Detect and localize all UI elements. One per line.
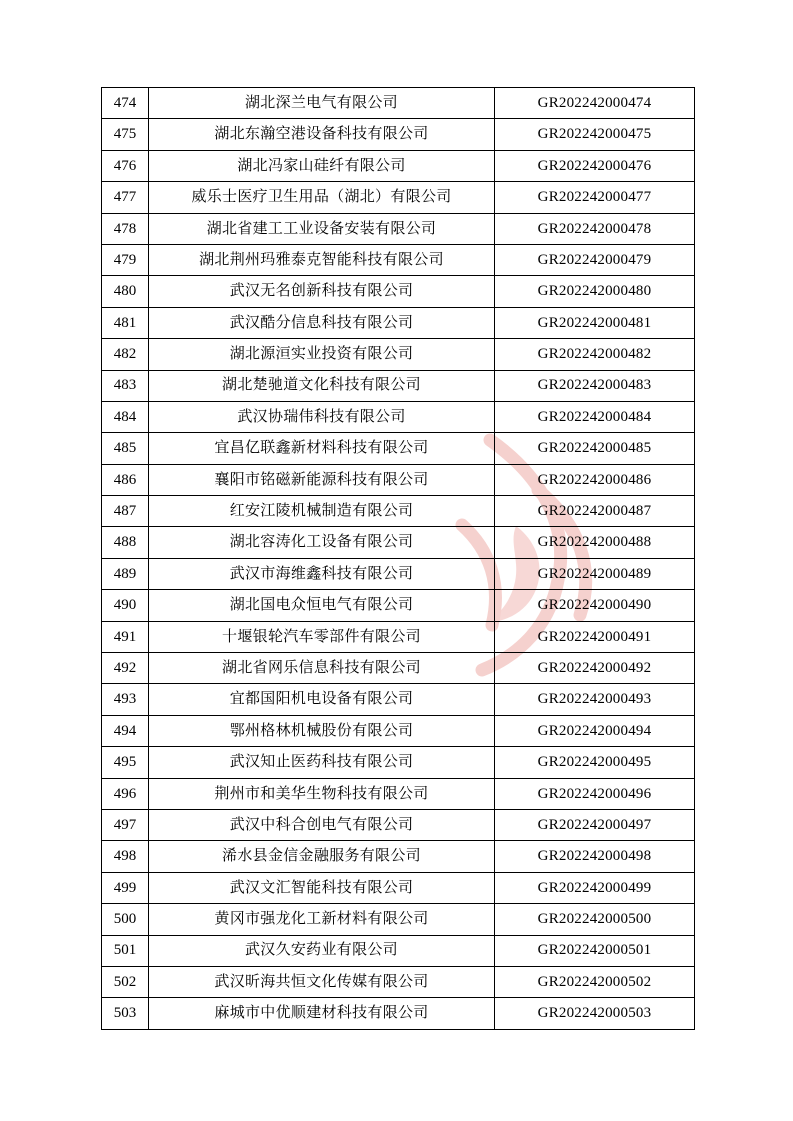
table-row	[102, 935, 695, 966]
table-row	[102, 370, 695, 401]
company-name: 湖北容涛化工设备有限公司	[149, 527, 495, 558]
company-name: 武汉协瑞伟科技有限公司	[149, 401, 495, 432]
certificate-code: GR202242000488	[495, 527, 695, 558]
row-index: 486	[102, 464, 149, 495]
row-index: 480	[102, 276, 149, 307]
company-name: 武汉市海维鑫科技有限公司	[149, 558, 495, 589]
certificate-code: GR202242000480	[495, 276, 695, 307]
company-name: 武汉中科合创电气有限公司	[149, 809, 495, 840]
table-row	[102, 998, 695, 1029]
row-index: 498	[102, 841, 149, 872]
table-row	[102, 433, 695, 464]
table-row	[102, 307, 695, 338]
company-name: 湖北荆州玛雅泰克智能科技有限公司	[149, 244, 495, 275]
company-name: 湖北楚驰道文化科技有限公司	[149, 370, 495, 401]
company-name: 武汉昕海共恒文化传媒有限公司	[149, 966, 495, 997]
certificate-code: GR202242000475	[495, 119, 695, 150]
table-row	[102, 715, 695, 746]
certificate-code: GR202242000500	[495, 904, 695, 935]
row-index: 495	[102, 747, 149, 778]
company-name: 湖北国电众恒电气有限公司	[149, 590, 495, 621]
company-name: 武汉无名创新科技有限公司	[149, 276, 495, 307]
certificate-code: GR202242000477	[495, 182, 695, 213]
company-name: 红安江陵机械制造有限公司	[149, 496, 495, 527]
table-row	[102, 684, 695, 715]
row-index: 476	[102, 150, 149, 181]
table-row	[102, 527, 695, 558]
table-row	[102, 904, 695, 935]
table-row	[102, 276, 695, 307]
table-row	[102, 213, 695, 244]
table-row	[102, 621, 695, 652]
row-index: 478	[102, 213, 149, 244]
table-row	[102, 778, 695, 809]
table-row	[102, 119, 695, 150]
row-index: 477	[102, 182, 149, 213]
table-row	[102, 150, 695, 181]
certificate-code: GR202242000502	[495, 966, 695, 997]
company-name: 鄂州格林机械股份有限公司	[149, 715, 495, 746]
company-name: 武汉知止医药科技有限公司	[149, 747, 495, 778]
certificate-code: GR202242000501	[495, 935, 695, 966]
table-body	[102, 88, 695, 1030]
company-name: 麻城市中优顺建材科技有限公司	[149, 998, 495, 1029]
table-row	[102, 88, 695, 119]
row-index: 485	[102, 433, 149, 464]
company-name: 武汉文汇智能科技有限公司	[149, 872, 495, 903]
table-row	[102, 464, 695, 495]
company-name: 黄冈市强龙化工新材料有限公司	[149, 904, 495, 935]
row-index: 488	[102, 527, 149, 558]
certificate-code: GR202242000492	[495, 653, 695, 684]
row-index: 499	[102, 872, 149, 903]
company-name: 湖北源洹实业投资有限公司	[149, 339, 495, 370]
company-name: 湖北深兰电气有限公司	[149, 88, 495, 119]
certificate-code: GR202242000493	[495, 684, 695, 715]
certificate-code: GR202242000503	[495, 998, 695, 1029]
company-name: 湖北省网乐信息科技有限公司	[149, 653, 495, 684]
certificate-code: GR202242000497	[495, 809, 695, 840]
row-index: 481	[102, 307, 149, 338]
company-name: 十堰银轮汽车零部件有限公司	[149, 621, 495, 652]
row-index: 502	[102, 966, 149, 997]
company-name: 武汉久安药业有限公司	[149, 935, 495, 966]
row-index: 483	[102, 370, 149, 401]
certificate-code: GR202242000482	[495, 339, 695, 370]
row-index: 492	[102, 653, 149, 684]
row-index: 479	[102, 244, 149, 275]
row-index: 503	[102, 998, 149, 1029]
row-index: 487	[102, 496, 149, 527]
certificate-code: GR202242000490	[495, 590, 695, 621]
certificate-code: GR202242000499	[495, 872, 695, 903]
company-name: 武汉酷分信息科技有限公司	[149, 307, 495, 338]
company-name: 湖北省建工工业设备安装有限公司	[149, 213, 495, 244]
row-index: 500	[102, 904, 149, 935]
table-row	[102, 966, 695, 997]
certificate-code: GR202242000495	[495, 747, 695, 778]
table-row	[102, 653, 695, 684]
company-name: 宜都国阳机电设备有限公司	[149, 684, 495, 715]
certificate-code: GR202242000481	[495, 307, 695, 338]
table-row	[102, 841, 695, 872]
company-name: 荆州市和美华生物科技有限公司	[149, 778, 495, 809]
company-name: 襄阳市铭磁新能源科技有限公司	[149, 464, 495, 495]
company-name: 宜昌亿联鑫新材料科技有限公司	[149, 433, 495, 464]
company-name: 威乐士医疗卫生用品（湖北）有限公司	[149, 182, 495, 213]
table-row	[102, 558, 695, 589]
table-row	[102, 182, 695, 213]
certificate-code: GR202242000485	[495, 433, 695, 464]
table-row	[102, 496, 695, 527]
table-row	[102, 809, 695, 840]
certificate-code: GR202242000487	[495, 496, 695, 527]
row-index: 497	[102, 809, 149, 840]
row-index: 501	[102, 935, 149, 966]
row-index: 489	[102, 558, 149, 589]
row-index: 491	[102, 621, 149, 652]
certificate-code: GR202242000498	[495, 841, 695, 872]
row-index: 496	[102, 778, 149, 809]
certificate-code: GR202242000491	[495, 621, 695, 652]
row-index: 475	[102, 119, 149, 150]
certificate-code: GR202242000476	[495, 150, 695, 181]
row-index: 482	[102, 339, 149, 370]
company-name: 湖北东瀚空港设备科技有限公司	[149, 119, 495, 150]
company-name: 湖北冯家山硅纤有限公司	[149, 150, 495, 181]
certificate-code: GR202242000489	[495, 558, 695, 589]
table-row	[102, 401, 695, 432]
row-index: 490	[102, 590, 149, 621]
row-index: 494	[102, 715, 149, 746]
table-row	[102, 747, 695, 778]
certificate-code: GR202242000496	[495, 778, 695, 809]
table-row	[102, 244, 695, 275]
table-row	[102, 590, 695, 621]
row-index: 484	[102, 401, 149, 432]
row-index: 493	[102, 684, 149, 715]
table-row	[102, 872, 695, 903]
certificate-code: GR202242000478	[495, 213, 695, 244]
certificate-code: GR202242000494	[495, 715, 695, 746]
certificate-code: GR202242000474	[495, 88, 695, 119]
certificate-code: GR202242000479	[495, 244, 695, 275]
row-index: 474	[102, 88, 149, 119]
certificate-code: GR202242000484	[495, 401, 695, 432]
company-name: 浠水县金信金融服务有限公司	[149, 841, 495, 872]
certificate-code: GR202242000486	[495, 464, 695, 495]
certificate-table	[101, 87, 695, 1030]
table-row	[102, 339, 695, 370]
certificate-code: GR202242000483	[495, 370, 695, 401]
